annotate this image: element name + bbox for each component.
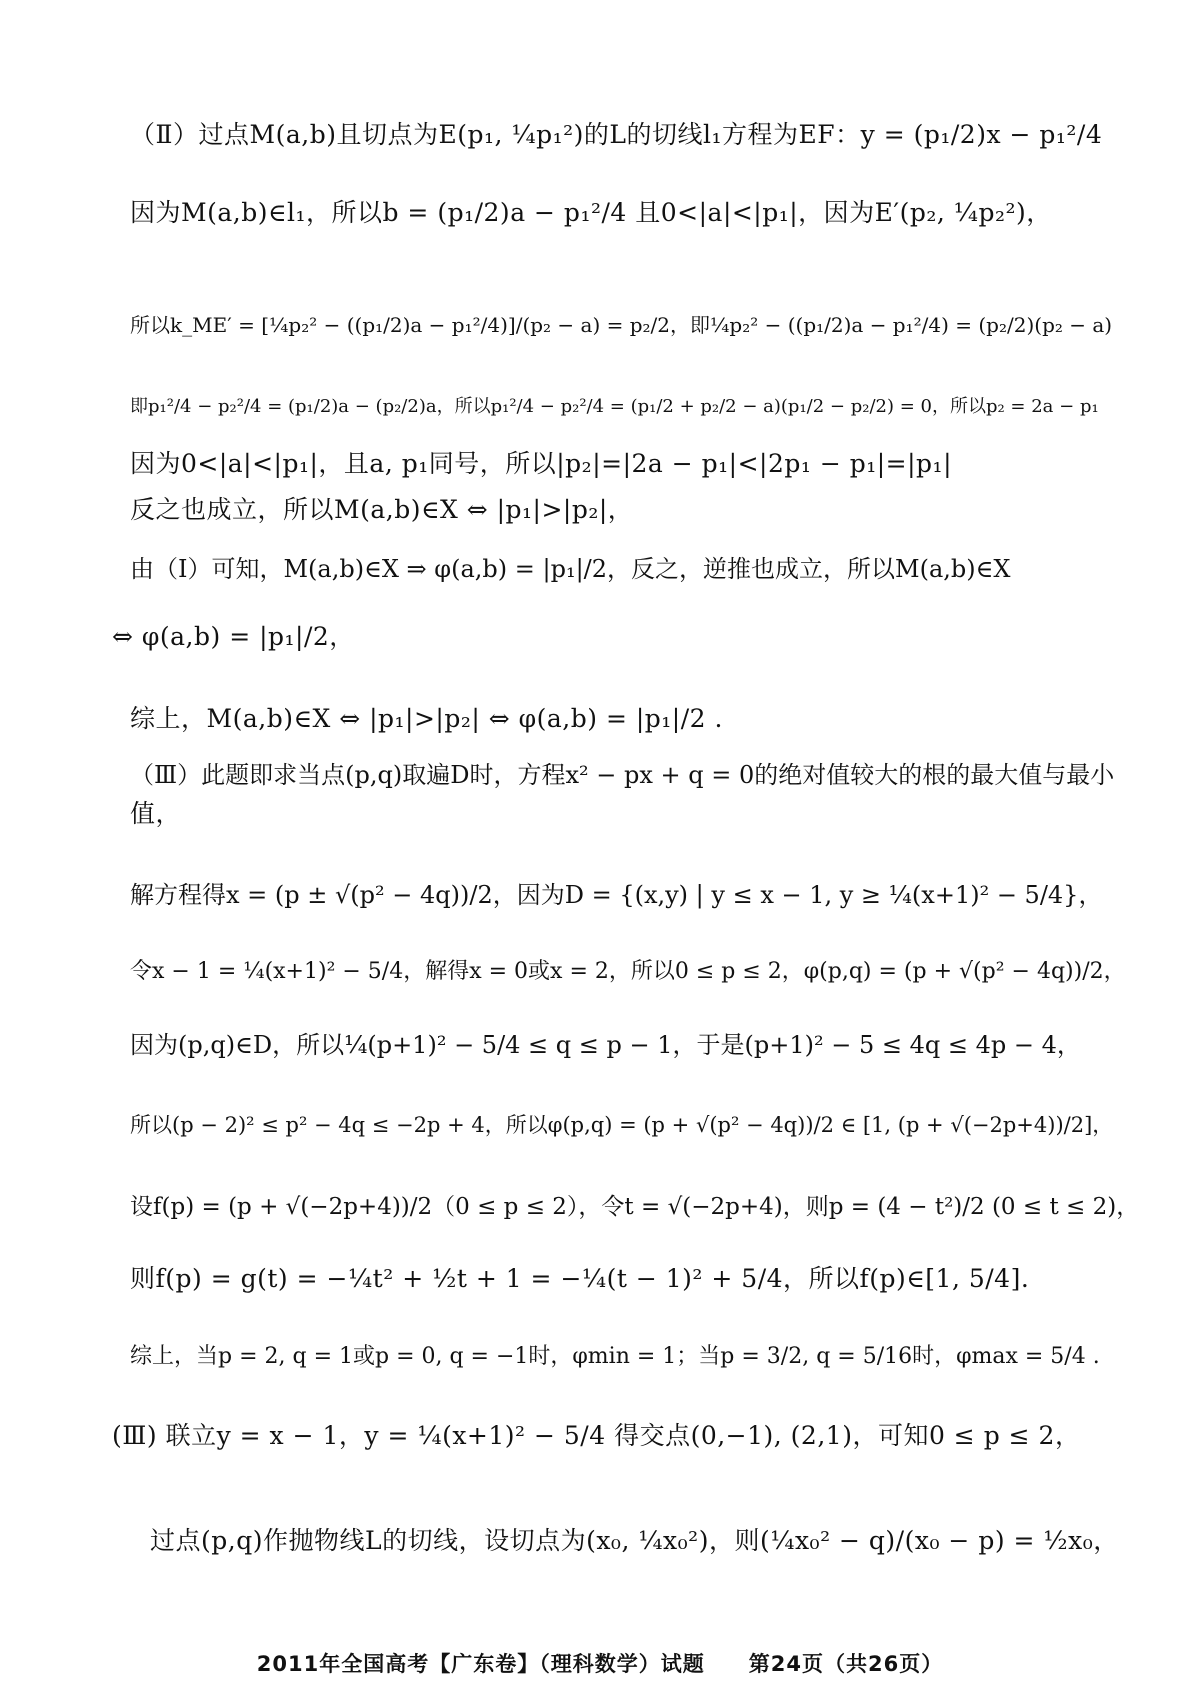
- text-line-11: 值，: [130, 799, 182, 828]
- text-line-4: 即p₁²/4 − p₂²/4 = (p₁/2)a − (p₂/2)a，所以p₁²/4 − p₂²/4 = (p₁/2 + p₂/2 − a)(p₁/2 − p₂/2) = 0，所以p₂ = 2a − p₁: [130, 396, 1099, 417]
- text-line-16: 设f(p) = (p + √(−2p+4))/2（0 ≤ p ≤ 2），令t = √(−2p+4)，则p = (4 − t²)/2 (0 ≤ t ≤ 2)，: [130, 1194, 1140, 1220]
- page-footer: 2011年全国高考【广东卷】（理科数学）试题 第24页（共26页）: [256, 1652, 944, 1676]
- text-line-7: 由（Ⅰ）可知，M(a,b)∈X ⇒ φ(a,b) = |p₁|/2，反之，逆推也成立，所以M(a,b)∈X: [130, 555, 1011, 583]
- text-line-19: (Ⅲ) 联立y = x − 1，y = ¼(x+1)² − 5/4 得交点(0,−1), (2,1)，可知0 ≤ p ≤ 2，: [112, 1421, 1081, 1450]
- text-line-6: 反之也成立，所以M(a,b)∈X ⇔ |p₁|>|p₂|，: [130, 495, 634, 524]
- text-line-9: 综上，M(a,b)∈X ⇔ |p₁|>|p₂| ⇔ φ(a,b) = |p₁|/2 .: [130, 704, 723, 733]
- text-line-8: ⇔ φ(a,b) = |p₁|/2，: [112, 622, 355, 651]
- text-line-2: 因为M(a,b)∈l₁，所以b = (p₁/2)a − p₁²/4 且0<|a|<|p₁|，因为E′(p₂, ¼p₂²)，: [130, 198, 1052, 227]
- text-line-10: （Ⅲ）此题即求当点(p,q)取遍D时，方程x² − px + q = 0的绝对值较大的根的最大值与最小: [130, 761, 1115, 789]
- text-line-14: 因为(p,q)∈D，所以¼(p+1)² − 5/4 ≤ q ≤ p − 1，于是(p+1)² − 5 ≤ 4q ≤ 4p − 4，: [130, 1031, 1081, 1059]
- text-line-5: 因为0<|a|<|p₁|，且a, p₁同号，所以|p₂|=|2a − p₁|<|2p₁ − p₁|=|p₁|: [130, 449, 952, 478]
- text-line-17: 则f(p) = g(t) = −¼t² + ½t + 1 = −¼(t − 1)² + 5/4，所以f(p)∈[1, 5/4].: [130, 1264, 1030, 1293]
- text-line-12: 解方程得x = (p ± √(p² − 4q))/2，因为D = {(x,y) | y ≤ x − 1, y ≥ ¼(x+1)² − 5/4}，: [130, 881, 1103, 909]
- text-line-13: 令x − 1 = ¼(x+1)² − 5/4，解得x = 0或x = 2，所以0 ≤ p ≤ 2，φ(p,q) = (p + √(p² − 4q))/2，: [130, 959, 1126, 984]
- text-line-18: 综上，当p = 2, q = 1或p = 0, q = −1时，φmin = 1；当p = 3/2, q = 5/16时，φmax = 5/4 .: [130, 1344, 1100, 1369]
- text-line-20: 过点(p,q)作抛物线L的切线，设切点为(x₀, ¼x₀²)，则(¼x₀² − q)/(x₀ − p) = ½x₀，: [150, 1526, 1119, 1555]
- text-line-3: 所以k_ME′ = [¼p₂² − ((p₁/2)a − p₁²/4)]/(p₂ − a) = p₂/2，即¼p₂² − ((p₁/2)a − p₁²/4) = (p₂/2)(p₂ − a): [130, 313, 1113, 337]
- text-line-1: （Ⅱ）过点M(a,b)且切点为E(p₁, ¼p₁²)的L的切线l₁方程为EF：y = (p₁/2)x − p₁²/4: [130, 120, 1103, 149]
- text-line-15: 所以(p − 2)² ≤ p² − 4q ≤ −2p + 4，所以φ(p,q) = (p + √(p² − 4q))/2 ∈ [1, (p + √(−2p+4))/2]，: [130, 1113, 1114, 1137]
